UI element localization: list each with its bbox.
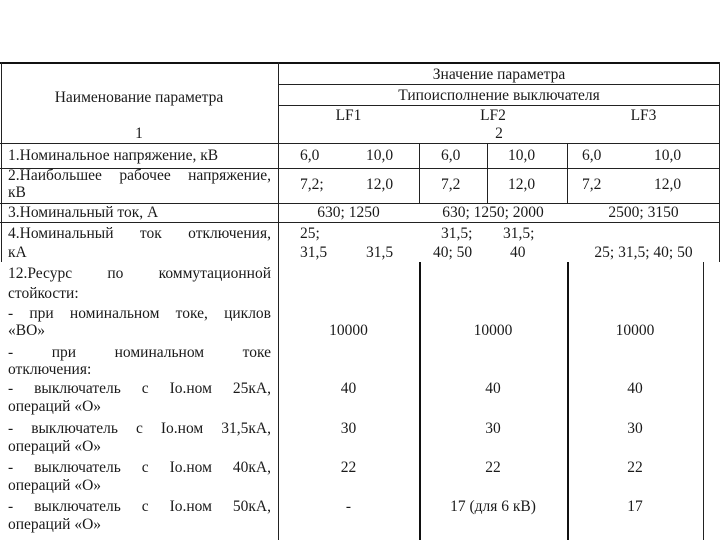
breaking-current-label-line1: 4.Номинальный ток отключения,	[8, 225, 271, 242]
param-value-header: Значение параметра	[432, 66, 566, 83]
rated-current-label: 3.Номинальный ток, А	[8, 204, 159, 221]
resource-value-lf2: 10000	[473, 322, 513, 339]
resource-value-lf3: 17	[627, 498, 643, 515]
resource-item-label-line1: - выключатель с Io.ном 50кА,	[8, 498, 271, 515]
resource-item-label-line2: операций «О»	[8, 516, 102, 533]
max-voltage-lf1-b: 12,0	[366, 176, 394, 193]
breaking-current-lf1-bottom: 31,5	[300, 244, 328, 261]
rated-voltage-lf2-6kv: 6,0	[441, 147, 461, 164]
breaking-current-lf1-top: 25;	[300, 225, 320, 242]
header-bottom-border	[0, 143, 720, 144]
rated-current-lf2: 630; 1250; 2000	[442, 204, 544, 221]
rated-voltage-lf3-6kv: 6,0	[582, 147, 602, 164]
max-voltage-lf3-b: 12,0	[654, 176, 682, 193]
header-divider-2	[278, 105, 720, 106]
max-voltage-lf1-a: 7,2;	[300, 176, 324, 193]
rated-voltage-lf3-10kv: 10,0	[654, 147, 682, 164]
max-voltage-lf2-b: 12,0	[508, 176, 536, 193]
rated-current-lf3: 2500; 3150	[608, 204, 679, 221]
lf2-lf3-border-top	[567, 143, 568, 203]
lf1-lf2-border-top	[419, 143, 420, 203]
rated-voltage-lf1-6kv: 6,0	[300, 147, 320, 164]
lf2-inner-border-top	[487, 143, 488, 203]
resource-title-line1: 12.Ресурс по коммутационной	[8, 265, 271, 282]
model-lf1-header: LF1	[335, 107, 362, 124]
resource-item-label-line2: отключения:	[8, 361, 92, 378]
resource-title-line2: стойкости:	[8, 285, 79, 302]
param-name-header: Наименование параметра	[54, 89, 224, 106]
resource-item-label-line2: операций «О»	[8, 398, 102, 415]
max-voltage-label-line2: кВ	[8, 184, 26, 201]
resource-value-lf2: 22	[485, 459, 501, 476]
resource-value-lf1: -	[345, 498, 352, 515]
resource-item-label-line2: операций «О»	[8, 477, 102, 494]
column-number-1: 1	[135, 125, 143, 142]
resource-value-lf3: 10000	[615, 322, 655, 339]
header-divider-1	[278, 84, 720, 85]
max-voltage-label-line1: 2.Наибольшее рабочее напряжение,	[8, 167, 271, 184]
rated-voltage-lf1-10kv: 10,0	[366, 147, 394, 164]
breaking-current-lf2-b-bottom: 40	[510, 244, 526, 261]
column-number-2: 2	[495, 125, 503, 142]
switch-type-subheader: Типоисполнение выключателя	[398, 87, 600, 104]
rated-current-lf1: 630; 1250	[317, 204, 380, 221]
resource-item-label-line2: «ВО»	[8, 322, 46, 339]
resource-value-lf3: 40	[627, 380, 643, 397]
resource-value-lf1: 22	[340, 459, 357, 476]
table-top-border	[0, 62, 720, 64]
max-voltage-lf3-a: 7,2	[582, 176, 602, 193]
resource-value-lf2: 30	[485, 420, 501, 437]
row-divider-3	[0, 222, 720, 223]
resource-item-label-line1: - выключатель с Io.ном 31,5кА,	[8, 420, 271, 437]
model-lf2-header: LF2	[480, 107, 506, 124]
model-lf3-header: LF3	[630, 107, 657, 124]
resource-value-lf2: 17 (для 6 кВ)	[450, 498, 536, 515]
rated-voltage-label: 1.Номинальное напряжение, кВ	[8, 147, 219, 164]
resource-value-lf2: 40	[485, 380, 501, 397]
rated-voltage-lf2-10kv: 10,0	[508, 147, 536, 164]
max-voltage-lf2-a: 7,2	[441, 176, 461, 193]
resource-item-label-line1: - при номинальном токе, циклов	[8, 305, 271, 322]
resource-item-label-line2: операций «О»	[8, 438, 102, 455]
resource-item-label-line1: - выключатель с Io.ном 25кА,	[8, 380, 271, 397]
resource-value-lf3: 30	[627, 420, 643, 437]
breaking-current-lf2-a-bottom: 40; 50	[433, 244, 473, 261]
resource-item-label-line1: - при номинальном токе	[8, 344, 271, 361]
breaking-current-lf2-a-top: 31,5;	[441, 225, 473, 242]
breaking-current-lf1-b: 31,5	[366, 244, 394, 261]
resource-item-label-line1: - выключатель с Io.ном 40кА,	[8, 459, 271, 476]
breaking-current-lf2-b-top: 31,5;	[503, 225, 535, 242]
breaking-current-label-line2: кА	[8, 244, 27, 261]
resource-value-lf3: 22	[627, 459, 643, 476]
breaking-current-lf3: 25; 31,5; 40; 50	[594, 244, 693, 261]
resource-value-lf1: 10000	[329, 322, 368, 339]
resource-right-border	[703, 262, 704, 540]
resource-value-lf1: 30	[340, 420, 357, 437]
resource-value-lf1: 40	[340, 380, 357, 397]
